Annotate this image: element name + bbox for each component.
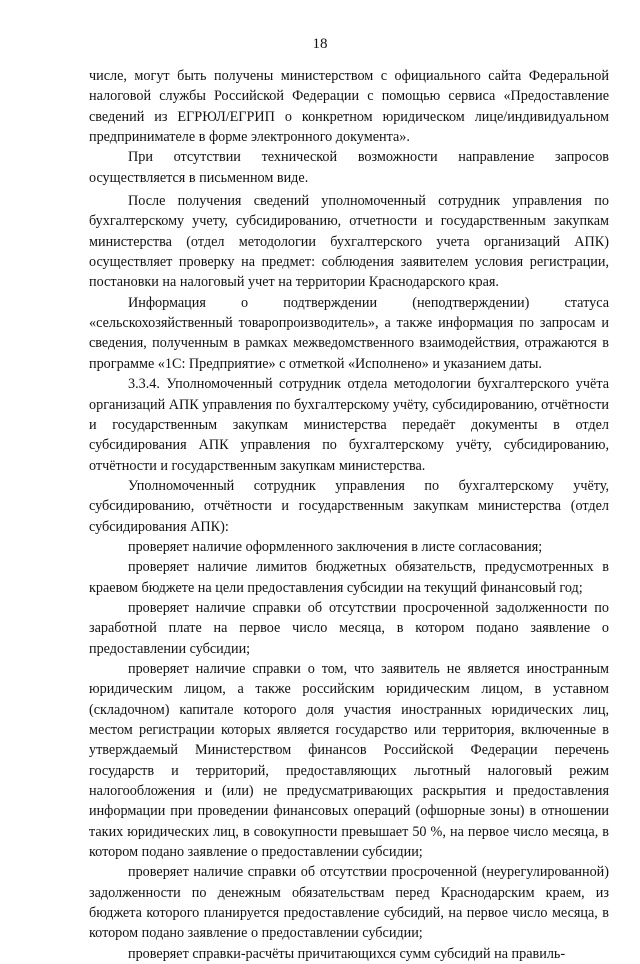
paragraph-10: проверяет наличие справки о том, что заявитель не является иностранным юридическим лицом, а также российским юридическим лицом, в уставном (складочном) капитале которого доля участия иностранных юридических лиц, местом регистрации которых является государство или территория, включенные в утверждаемый Министерством финансов Российской Федерации перечень государств и территорий, предоставляющих льготный налоговый режим налогообложения и (или) не предусматривающих раскрытия и предоставления информации при проведении финансовых операций (офшорные зоны) в отношении таких юридических лиц, в совокупности превышает 50 %, на первое число месяца, в котором подано заявление о предоставлении субсидии; bbox=[89, 660, 609, 861]
paragraph-9: проверяет наличие справки об отсутствии просроченной задолженности по заработной плате на первое число месяца, в котором подано заявление о предоставлении субсидии; bbox=[89, 599, 609, 657]
paragraph-6: Уполномоченный сотрудник управления по бухгалтерскому учёту, субсидированию, отчётности и государственным закупкам министерства (отдел субсидирования АПК): bbox=[89, 477, 609, 535]
paragraph-5: 3.3.4. Уполномоченный сотрудник отдела методологии бухгалтерского учёта организаций АПК управления по бухгалтерскому учёту, субсидированию, отчётности и государственным закупкам министерства передаёт документы в отдел субсидирования АПК управления по бухгалтерскому учёту, субсидированию, отчётности и государственным закупкам министерства. bbox=[89, 376, 609, 474]
document-body bbox=[89, 66, 609, 964]
paragraph-3: После получения сведений уполномоченный сотрудник управления по бухгалтерскому учету, субсидированию, отчетности и государственным закупкам министерства (отдел методологии бухгалтерского учета организаций АПК) осуществляет проверку на предмет: соблюдения заявителем условия регистрации, постановки на налоговый учет на территории Краснодарского края. bbox=[89, 193, 609, 291]
paragraph-2: При отсутствии технической возможности направление запросов осуществляется в письменном виде. bbox=[89, 149, 609, 186]
paragraph-12: проверяет справки-расчёты причитающихся сумм субсидий на правиль- bbox=[128, 945, 566, 962]
paragraph-11: проверяет наличие справки об отсутствии просроченной (неурегулированной) задолженности по денежным обязательствам перед Краснодарским краем, из бюджета которого планируется предоставление субсидий, на первое число месяца, в котором подано заявление о предоставлении субсидии; bbox=[89, 864, 609, 942]
paragraph-1: числе, могут быть получены министерством с официального сайта Федеральной налоговой службы Российской Федерации с помощью сервиса «Предоставление сведений из ЕГРЮЛ/ЕГРИП о конкретном юридическом лице/индивидуальном предпринимателе в форме электронного документа». bbox=[89, 68, 609, 146]
page-number: 18 bbox=[312, 36, 328, 52]
paragraph-7: проверяет наличие оформленного заключения в листе согласования; bbox=[128, 538, 543, 555]
paragraph-8: проверяет наличие лимитов бюджетных обязательств, предусмотренных в краевом бюджете на цели предоставления субсидии на текущий финансовый год; bbox=[89, 559, 609, 596]
paragraph-4: Информация о подтверждении (неподтверждении) статуса «сельскохозяйственный товаропроизводитель», а также информация по запросам и сведения, полученным в рамках межведомственного взаимодействия, отражаются в программе «1С: Предприятие» с отметкой «Исполнено» и указанием даты. bbox=[89, 294, 609, 372]
